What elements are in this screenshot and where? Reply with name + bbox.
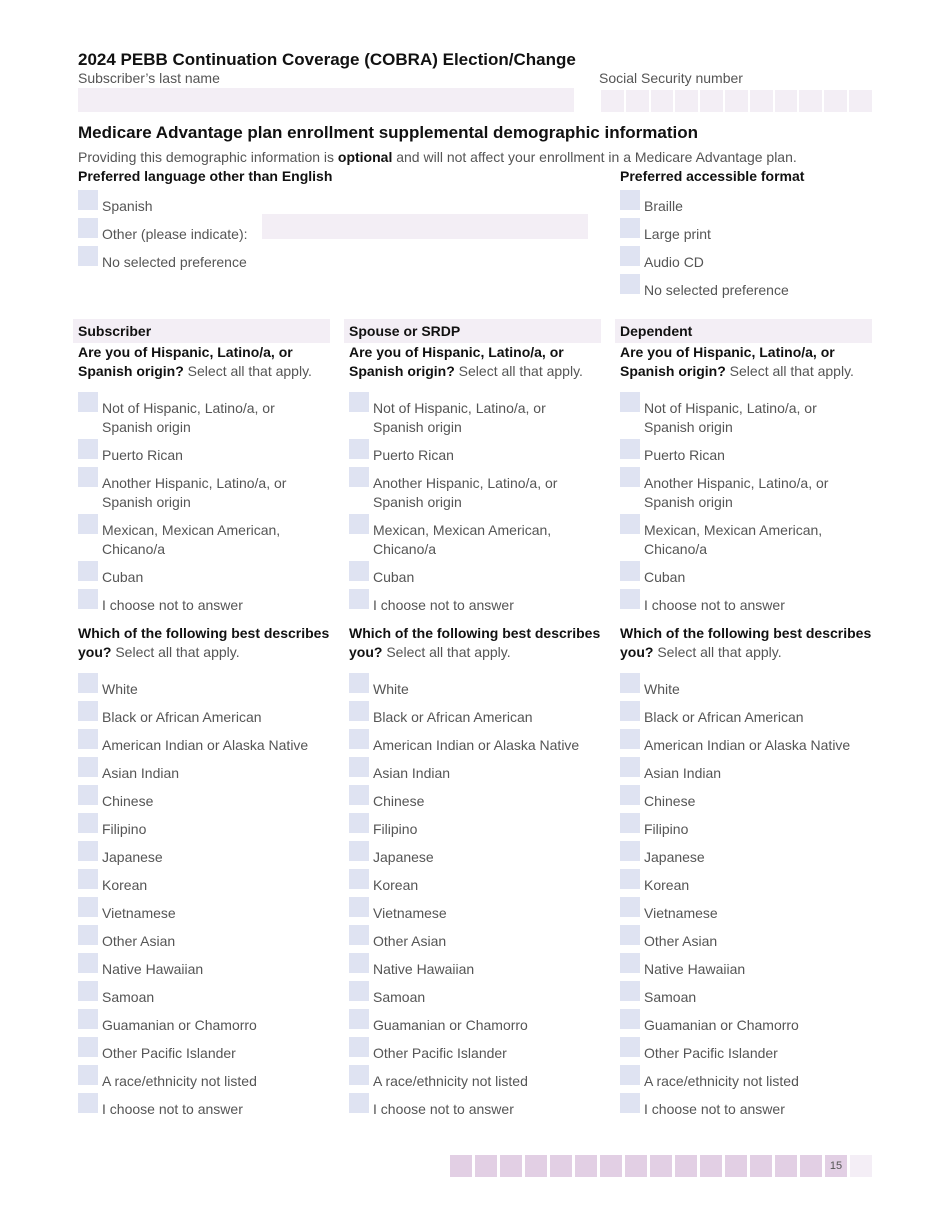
checkbox[interactable] [620, 392, 640, 412]
option-label: No selected preference [102, 254, 247, 270]
hispanic-option[interactable] [78, 446, 312, 465]
option-label: I choose not to answer [102, 597, 243, 613]
hispanic-option[interactable] [78, 521, 312, 559]
race-option[interactable] [349, 960, 583, 979]
question-bold: Are you of Hispanic, Latino/a, or Spanish origin? [78, 344, 293, 379]
race-question [349, 624, 604, 662]
race-option[interactable] [620, 680, 854, 699]
checkbox[interactable] [78, 218, 98, 238]
option-label: Puerto Rican [102, 447, 183, 463]
checkbox[interactable] [78, 785, 98, 805]
checkbox[interactable] [349, 1037, 369, 1057]
race-option[interactable] [349, 792, 583, 811]
checkbox[interactable] [349, 813, 369, 833]
question-bold: Which of the following best describes you? [78, 625, 330, 660]
hispanic-question [620, 343, 875, 381]
race-option[interactable] [78, 708, 312, 727]
race-option[interactable] [78, 932, 312, 951]
race-option[interactable] [78, 848, 312, 867]
option-label: Japanese [102, 849, 163, 865]
footer-box [575, 1155, 597, 1177]
option-label: I choose not to answer [373, 1101, 514, 1117]
race-option[interactable] [349, 764, 583, 783]
checkbox[interactable] [78, 392, 98, 412]
option-label: Mexican, Mexican American, Chicano/a [102, 522, 281, 557]
checkbox[interactable] [620, 729, 640, 749]
intro-text: Providing this demographic information is [78, 149, 338, 165]
checkbox[interactable] [78, 467, 98, 487]
checkbox[interactable] [620, 246, 640, 266]
race-option[interactable] [620, 1100, 854, 1119]
option-label: Other Pacific Islander [373, 1045, 507, 1061]
checkbox[interactable] [78, 897, 98, 917]
ssn-digit-box[interactable] [799, 90, 822, 112]
hispanic-option[interactable] [620, 446, 854, 465]
question-bold: Are you of Hispanic, Latino/a, or Spanish origin? [349, 344, 564, 379]
footer-box [700, 1155, 722, 1177]
race-option[interactable] [78, 1100, 312, 1119]
checkbox[interactable] [349, 392, 369, 412]
checkbox[interactable] [78, 1065, 98, 1085]
option-label: Japanese [644, 849, 705, 865]
section-intro [78, 149, 797, 165]
checkbox[interactable] [349, 729, 369, 749]
checkbox[interactable] [349, 589, 369, 609]
race-option[interactable] [620, 792, 854, 811]
checkbox[interactable] [78, 589, 98, 609]
option-label: Asian Indian [102, 765, 180, 781]
option-label: Native Hawaiian [644, 961, 746, 977]
intro-text-end: and will not affect your enrollment in a Medicare Advantage plan. [392, 149, 797, 165]
footer-box [500, 1155, 522, 1177]
race-option[interactable] [620, 848, 854, 867]
format-options [620, 197, 875, 309]
hispanic-option[interactable] [620, 568, 854, 587]
footer-box [725, 1155, 747, 1177]
option-label: Another Hispanic, Latino/a, or Spanish origin [102, 475, 287, 510]
checkbox[interactable] [620, 897, 640, 917]
checkbox[interactable] [620, 514, 640, 534]
race-option[interactable] [620, 736, 854, 755]
race-option[interactable] [620, 988, 854, 1007]
ssn-digit-box[interactable] [601, 90, 624, 112]
race-option[interactable] [620, 876, 854, 895]
option-label: Other (please indicate): [102, 226, 248, 242]
checkbox[interactable] [349, 785, 369, 805]
hispanic-option[interactable] [349, 521, 583, 559]
hispanic-option[interactable] [620, 596, 854, 615]
checkbox[interactable] [78, 190, 98, 210]
race-option[interactable] [78, 904, 312, 923]
checkbox[interactable] [620, 925, 640, 945]
ssn-digit-box[interactable] [700, 90, 723, 112]
option-label: Korean [102, 877, 148, 893]
last-name-input[interactable] [78, 88, 574, 112]
checkbox[interactable] [620, 869, 640, 889]
race-option[interactable] [349, 1100, 583, 1119]
option-label: Chinese [102, 793, 154, 809]
option-label: No selected preference [644, 282, 789, 298]
option-label: White [644, 681, 680, 697]
checkbox[interactable] [349, 673, 369, 693]
ssn-digit-box[interactable] [651, 90, 674, 112]
option-label: A race/ethnicity not listed [102, 1073, 257, 1089]
option-label: Guamanian or Chamorro [644, 1017, 799, 1033]
checkbox[interactable] [620, 218, 640, 238]
race-option[interactable] [349, 904, 583, 923]
option-label: American Indian or Alaska Native [102, 737, 309, 753]
language-option[interactable] [78, 253, 312, 272]
checkbox[interactable] [620, 785, 640, 805]
question-bold: Which of the following best describes you? [349, 625, 601, 660]
checkbox[interactable] [78, 439, 98, 459]
option-label: White [102, 681, 138, 697]
race-option[interactable] [78, 764, 312, 783]
option-label: Samoan [373, 989, 426, 1005]
race-option[interactable] [349, 848, 583, 867]
checkbox[interactable] [620, 813, 640, 833]
checkbox[interactable] [620, 953, 640, 973]
question-rest: Select all that apply. [653, 644, 782, 660]
race-option[interactable] [349, 820, 583, 839]
option-label: Filipino [644, 821, 689, 837]
option-label: Samoan [102, 989, 155, 1005]
option-label: Asian Indian [644, 765, 722, 781]
column-dependent [620, 343, 875, 1128]
option-label: Native Hawaiian [102, 961, 204, 977]
option-label: Not of Hispanic, Latino/a, or Spanish origin [102, 400, 275, 435]
column-subscriber [78, 343, 333, 1128]
option-label: American Indian or Alaska Native [644, 737, 851, 753]
checkbox[interactable] [349, 757, 369, 777]
race-option[interactable] [620, 1016, 854, 1035]
race-option[interactable] [78, 876, 312, 895]
race-option[interactable] [349, 932, 583, 951]
option-label: Other Pacific Islander [644, 1045, 778, 1061]
hispanic-question [78, 343, 333, 381]
option-label: Filipino [373, 821, 418, 837]
checkbox[interactable] [349, 514, 369, 534]
language-heading: Preferred language other than English [78, 168, 333, 184]
race-option[interactable] [78, 960, 312, 979]
hispanic-option[interactable] [78, 399, 312, 437]
footer-box [850, 1155, 872, 1177]
option-label: Another Hispanic, Latino/a, or Spanish origin [373, 475, 558, 510]
option-label: American Indian or Alaska Native [373, 737, 580, 753]
checkbox[interactable] [78, 729, 98, 749]
page-footer [450, 1155, 872, 1177]
ssn-digit-box[interactable] [675, 90, 698, 112]
option-label: Chinese [373, 793, 425, 809]
option-label: Korean [373, 877, 419, 893]
hispanic-option[interactable] [349, 446, 583, 465]
footer-box [650, 1155, 672, 1177]
checkbox[interactable] [78, 1037, 98, 1057]
checkbox[interactable] [349, 897, 369, 917]
option-label: I choose not to answer [373, 597, 514, 613]
form-title: 2024 PEBB Continuation Coverage (COBRA) Election/Change [78, 50, 576, 69]
checkbox[interactable] [78, 673, 98, 693]
checkbox[interactable] [349, 869, 369, 889]
checkbox[interactable] [349, 841, 369, 861]
option-label: Cuban [644, 569, 686, 585]
option-label: Black or African American [644, 709, 804, 725]
option-label: Guamanian or Chamorro [102, 1017, 257, 1033]
page-number: 15 [825, 1155, 847, 1177]
race-option[interactable] [78, 736, 312, 755]
race-option[interactable] [78, 792, 312, 811]
race-option[interactable] [78, 988, 312, 1007]
option-label: Black or African American [373, 709, 533, 725]
hispanic-option[interactable] [78, 596, 312, 615]
checkbox[interactable] [620, 589, 640, 609]
footer-box [775, 1155, 797, 1177]
race-option[interactable] [349, 736, 583, 755]
race-option[interactable] [349, 1072, 583, 1091]
option-label: Cuban [102, 569, 144, 585]
race-option[interactable] [620, 904, 854, 923]
race-option[interactable] [349, 680, 583, 699]
option-label: A race/ethnicity not listed [373, 1073, 528, 1089]
question-rest: Select all that apply. [382, 644, 511, 660]
race-option[interactable] [78, 1072, 312, 1091]
hispanic-option[interactable] [349, 596, 583, 615]
option-label: Other Asian [102, 933, 176, 949]
checkbox[interactable] [78, 757, 98, 777]
checkbox[interactable] [78, 981, 98, 1001]
section-title: Medicare Advantage plan enrollment supplemental demographic information [78, 123, 698, 142]
option-label: Not of Hispanic, Latino/a, or Spanish origin [644, 400, 817, 435]
last-name-label: Subscriber’s last name [78, 70, 220, 86]
checkbox[interactable] [349, 953, 369, 973]
option-label: Other Asian [644, 933, 718, 949]
race-option[interactable] [620, 932, 854, 951]
race-option[interactable] [620, 764, 854, 783]
column-header-dependent: Dependent [615, 319, 872, 343]
checkbox[interactable] [349, 439, 369, 459]
option-label: Other Pacific Islander [102, 1045, 236, 1061]
option-label: Filipino [102, 821, 147, 837]
column-header-subscriber: Subscriber [73, 319, 330, 343]
question-bold: Which of the following best describes you? [620, 625, 872, 660]
question-rest: Select all that apply. [111, 644, 240, 660]
hispanic-option[interactable] [620, 474, 854, 512]
checkbox[interactable] [620, 274, 640, 294]
race-option[interactable] [349, 876, 583, 895]
ssn-input[interactable] [601, 90, 872, 112]
checkbox[interactable] [620, 673, 640, 693]
footer-box [750, 1155, 772, 1177]
race-option[interactable] [620, 708, 854, 727]
footer-box [525, 1155, 547, 1177]
checkbox[interactable] [349, 1009, 369, 1029]
race-option[interactable] [78, 680, 312, 699]
checkbox[interactable] [78, 514, 98, 534]
hispanic-option[interactable] [349, 568, 583, 587]
hispanic-option[interactable] [349, 399, 583, 437]
option-label: Cuban [373, 569, 415, 585]
option-label: Guamanian or Chamorro [373, 1017, 528, 1033]
option-label: Puerto Rican [644, 447, 725, 463]
footer-box [600, 1155, 622, 1177]
option-label: Japanese [373, 849, 434, 865]
ssn-digit-box[interactable] [626, 90, 649, 112]
ssn-digit-box[interactable] [824, 90, 847, 112]
hispanic-option[interactable] [620, 399, 854, 437]
format-option[interactable] [620, 225, 854, 244]
checkbox[interactable] [620, 757, 640, 777]
checkbox[interactable] [78, 561, 98, 581]
column-header-spouse-or-srdp: Spouse or SRDP [344, 319, 601, 343]
other-language-input[interactable] [262, 214, 588, 239]
checkbox[interactable] [78, 1093, 98, 1113]
option-label: Native Hawaiian [373, 961, 475, 977]
option-label: Asian Indian [373, 765, 451, 781]
footer-box [675, 1155, 697, 1177]
checkbox[interactable] [349, 925, 369, 945]
option-label: Audio CD [644, 254, 704, 270]
race-option[interactable] [620, 960, 854, 979]
option-label: Mexican, Mexican American, Chicano/a [373, 522, 552, 557]
checkbox[interactable] [78, 953, 98, 973]
checkbox[interactable] [349, 467, 369, 487]
checkbox[interactable] [78, 925, 98, 945]
footer-box [625, 1155, 647, 1177]
option-label: White [373, 681, 409, 697]
checkbox[interactable] [349, 561, 369, 581]
footer-box [550, 1155, 572, 1177]
checkbox[interactable] [620, 981, 640, 1001]
question-rest: Select all that apply. [183, 363, 312, 379]
race-option[interactable] [349, 1044, 583, 1063]
footer-box [450, 1155, 472, 1177]
checkbox[interactable] [349, 1093, 369, 1113]
checkbox[interactable] [620, 561, 640, 581]
format-option[interactable] [620, 281, 854, 300]
checkbox[interactable] [349, 1065, 369, 1085]
option-label: Puerto Rican [373, 447, 454, 463]
race-option[interactable] [349, 1016, 583, 1035]
race-option[interactable] [349, 988, 583, 1007]
option-label: Another Hispanic, Latino/a, or Spanish origin [644, 475, 829, 510]
ssn-digit-box[interactable] [849, 90, 872, 112]
race-option[interactable] [78, 1044, 312, 1063]
checkbox[interactable] [78, 1009, 98, 1029]
race-option[interactable] [349, 708, 583, 727]
format-option[interactable] [620, 253, 854, 272]
hispanic-option[interactable] [78, 474, 312, 512]
race-option[interactable] [620, 1044, 854, 1063]
option-label: Vietnamese [644, 905, 718, 921]
checkbox[interactable] [620, 1037, 640, 1057]
checkbox[interactable] [78, 841, 98, 861]
option-label: I choose not to answer [644, 597, 785, 613]
checkbox[interactable] [620, 190, 640, 210]
checkbox[interactable] [349, 981, 369, 1001]
ssn-digit-box[interactable] [750, 90, 773, 112]
checkbox[interactable] [78, 869, 98, 889]
checkbox[interactable] [620, 841, 640, 861]
checkbox[interactable] [620, 701, 640, 721]
checkbox[interactable] [620, 1009, 640, 1029]
checkbox[interactable] [620, 1065, 640, 1085]
question-bold: Are you of Hispanic, Latino/a, or Spanish origin? [620, 344, 835, 379]
race-option[interactable] [620, 1072, 854, 1091]
race-question [78, 624, 333, 662]
option-label: Black or African American [102, 709, 262, 725]
question-rest: Select all that apply. [454, 363, 583, 379]
option-label: I choose not to answer [644, 1101, 785, 1117]
option-label: Other Asian [373, 933, 447, 949]
checkbox[interactable] [78, 813, 98, 833]
checkbox[interactable] [620, 1093, 640, 1113]
language-options [78, 197, 278, 281]
option-label: Not of Hispanic, Latino/a, or Spanish origin [373, 400, 546, 435]
option-label: Samoan [644, 989, 697, 1005]
checkbox[interactable] [78, 246, 98, 266]
option-label: A race/ethnicity not listed [644, 1073, 799, 1089]
format-heading: Preferred accessible format [620, 168, 805, 184]
checkbox[interactable] [620, 467, 640, 487]
option-label: Chinese [644, 793, 696, 809]
race-option[interactable] [78, 1016, 312, 1035]
race-option[interactable] [78, 820, 312, 839]
checkbox[interactable] [620, 439, 640, 459]
column-spouse-or-srdp [349, 343, 604, 1128]
footer-box [800, 1155, 822, 1177]
option-label: Mexican, Mexican American, Chicano/a [644, 522, 823, 557]
option-label: Braille [644, 198, 683, 214]
footer-box [475, 1155, 497, 1177]
option-label: Vietnamese [373, 905, 447, 921]
race-question [620, 624, 875, 662]
checkbox[interactable] [349, 701, 369, 721]
ssn-label: Social Security number [599, 70, 743, 86]
checkbox[interactable] [78, 701, 98, 721]
option-label: Vietnamese [102, 905, 176, 921]
option-label: Large print [644, 226, 711, 242]
hispanic-option[interactable] [620, 521, 854, 559]
ssn-digit-box[interactable] [775, 90, 798, 112]
option-label: Spanish [102, 198, 153, 214]
hispanic-option[interactable] [78, 568, 312, 587]
hispanic-option[interactable] [349, 474, 583, 512]
race-option[interactable] [620, 820, 854, 839]
option-label: I choose not to answer [102, 1101, 243, 1117]
question-rest: Select all that apply. [725, 363, 854, 379]
intro-optional: optional [337, 149, 393, 165]
format-option[interactable] [620, 197, 854, 216]
ssn-digit-box[interactable] [725, 90, 748, 112]
hispanic-question [349, 343, 604, 381]
option-label: Korean [644, 877, 690, 893]
